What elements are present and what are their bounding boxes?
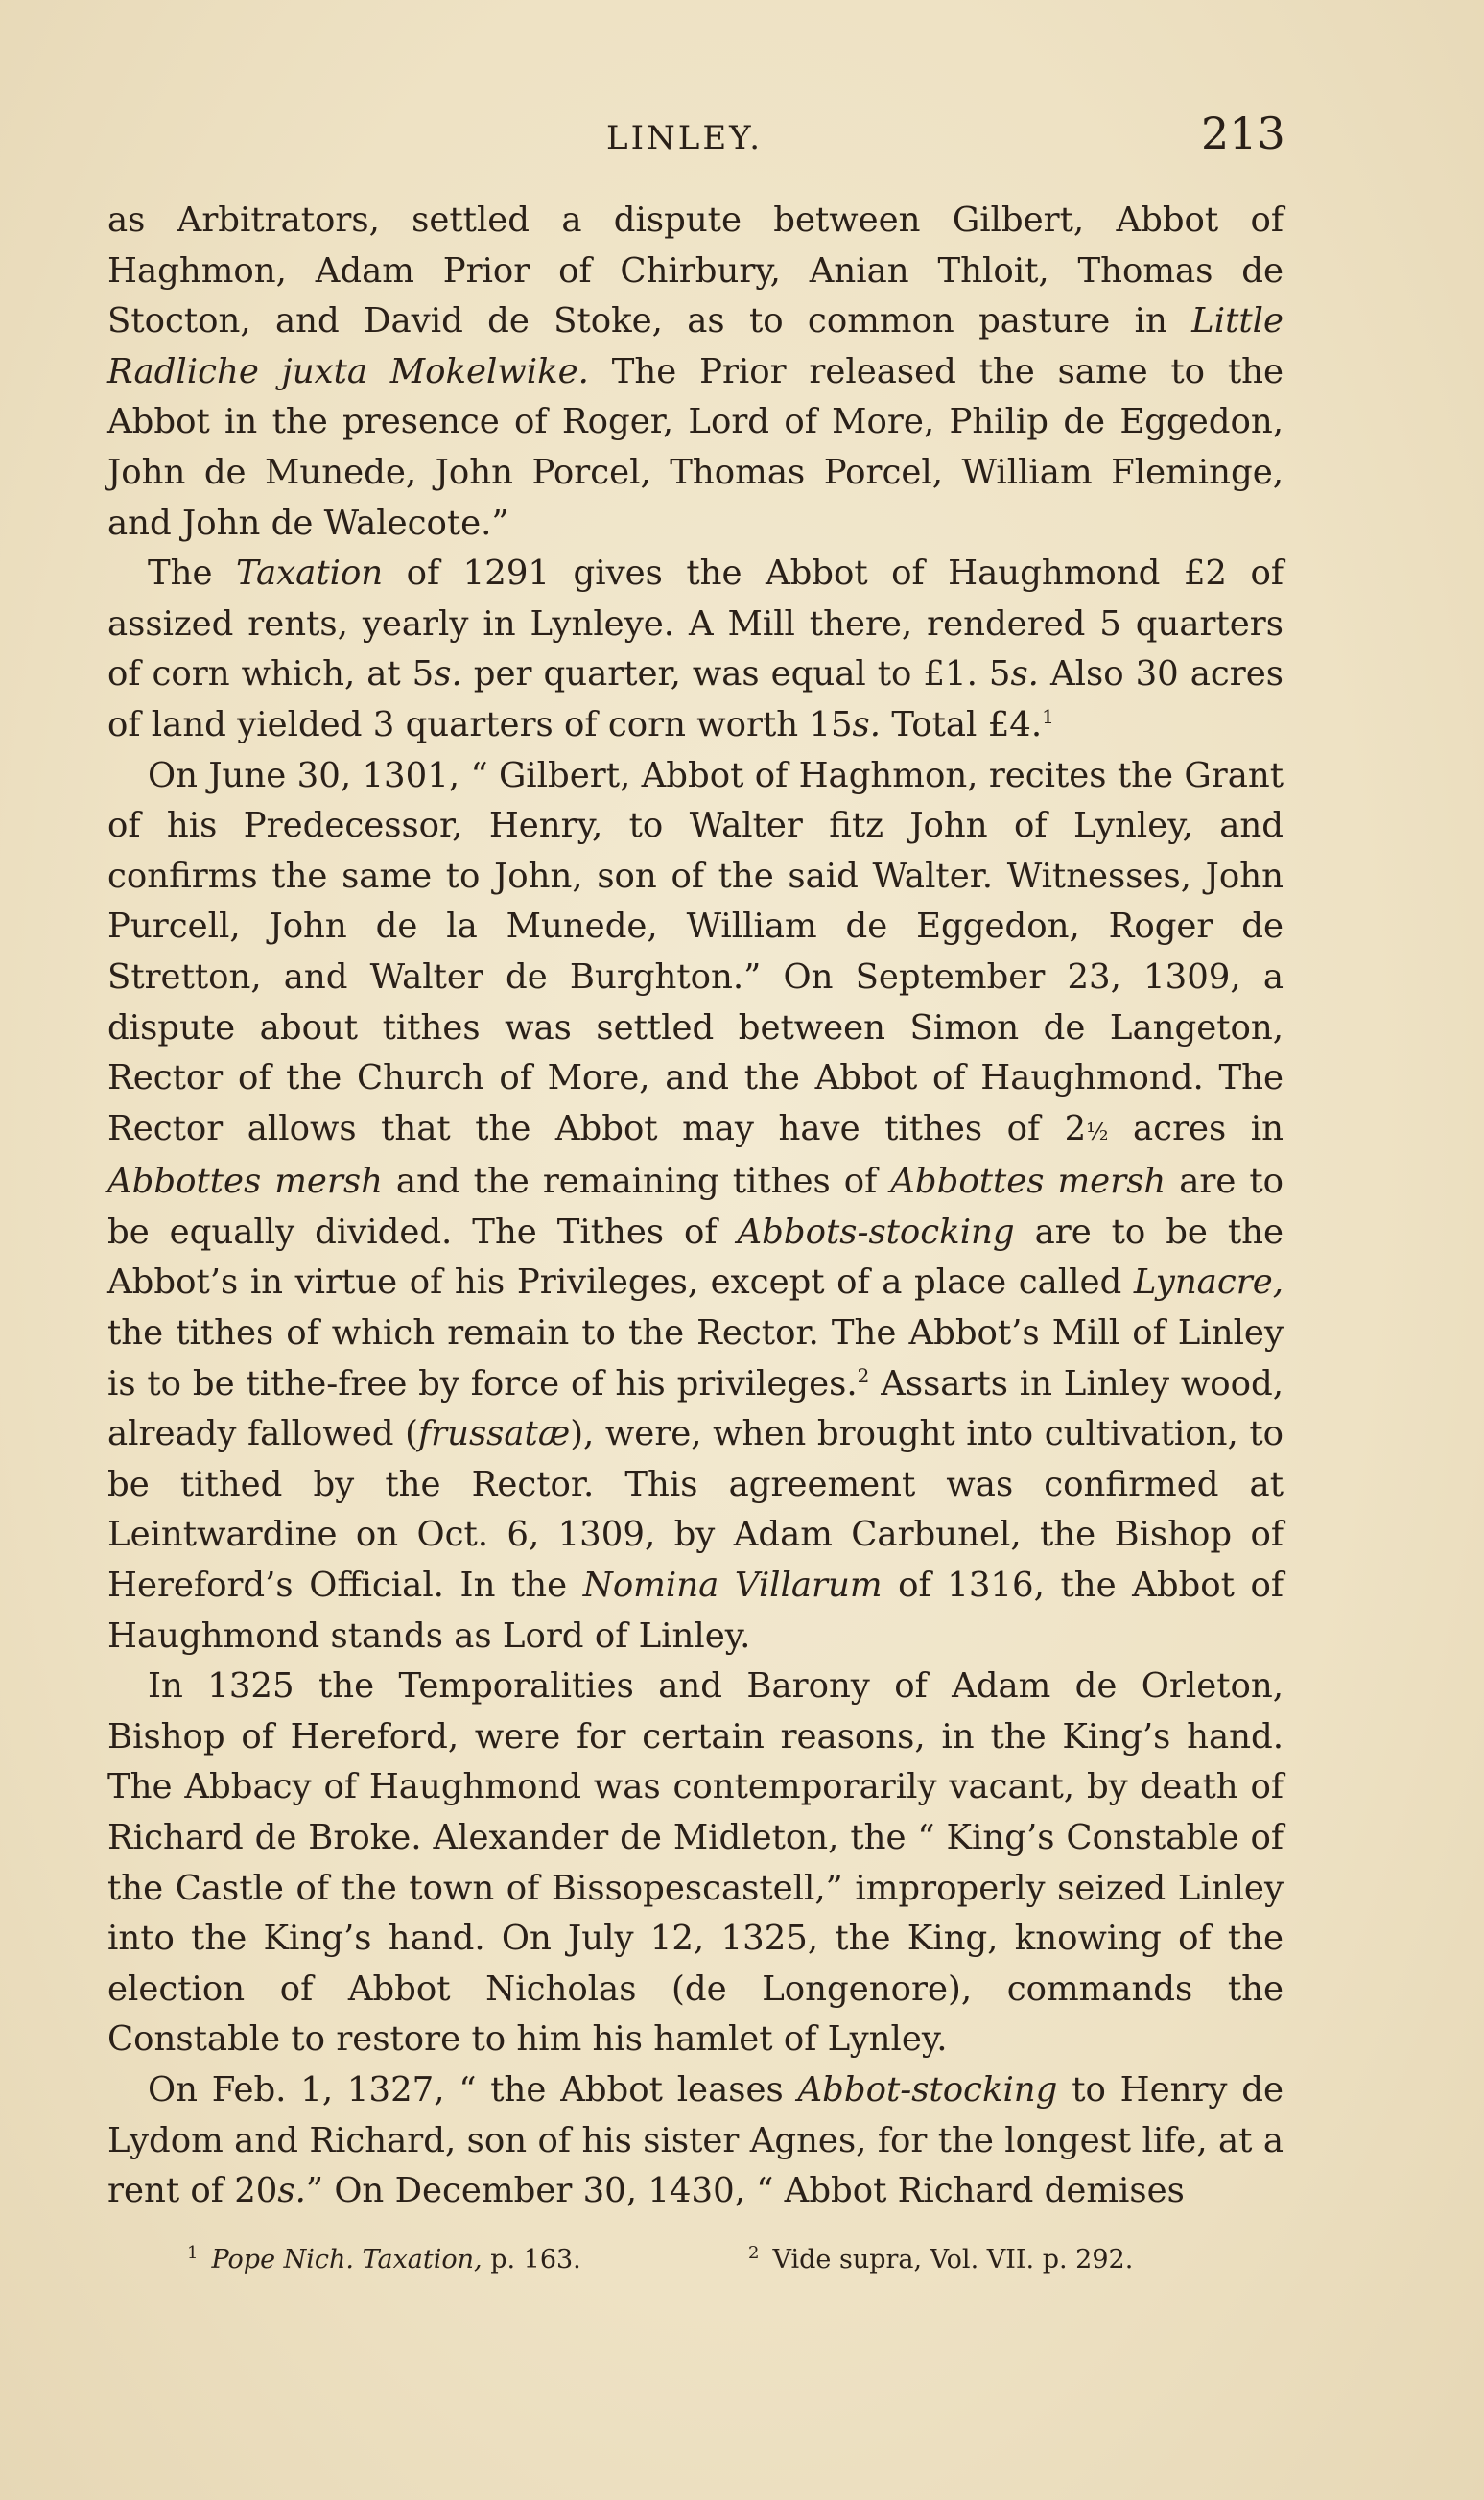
- footnote-1: $^1$ Pope Nich. Taxation, p. 163.: [187, 2243, 581, 2275]
- paragraph-5: On Feb. 1, 1327, “ the Abbot leases Abbot-stocking to Henry de Lydom and Richard, son of his sister Agnes, for the longest life, at a rent of 20s.” On December 30, 1430, “ Abbot Richard demises: [107, 2069, 1284, 2211]
- paragraph-2: The Taxation of 1291 gives the Abbot of Haughmond £2 of assized rents, yearly in Lynleye. A Mill there, rendered 5 quarters of corn which, at 5s. per quarter, was equal to £1. 5s. Also 30 acres of land yielded 3 quarters of corn worth 15s. Total £4.$^1$: [107, 554, 1284, 744]
- running-head: [0, 107, 1484, 165]
- body-text: [107, 196, 1284, 2217]
- paragraph-4: In 1325 the Temporalities and Barony of Adam de Orleton, Bishop of Hereford, were for certain reasons, in the King’s hand. The Abbacy of Haughmond was contemporarily vacant, by death of Richard de Broke. Alexander de Midleton, the “ King’s Constable of the Castle of the town of Bissopescastell,” improperly seized Linley into the King’s hand. On July 12, 1325, the King, knowing of the election of Abbot Nicholas (de Longenore), commands the Constable to restore to him his hamlet of Lynley.: [107, 1666, 1284, 2060]
- paragraph-1: as Arbitrators, settled a dispute between Gilbert, Abbot of Haghmon, Adam Prior of Chirbury, Anian Thloit, Thomas de Stocton, and David de Stoke, as to common pasture in Little Radliche juxta Mokelwike. The Prior released the same to the Abbot in the presence of Roger, Lord of More, Philip de Eggedon, John de Munede, John Porcel, Thomas Porcel, William Fleminge, and John de Walecote.”: [107, 200, 1284, 543]
- footnote-2: $^2$ Vide supra, Vol. VII. p. 292.: [748, 2243, 1134, 2275]
- footnotes: [0, 2243, 1484, 2291]
- footnote-ref-2: 2: [857, 1363, 870, 1387]
- page-number: 213: [1201, 107, 1285, 159]
- running-title: LINLEY.: [606, 119, 764, 157]
- paragraph-3: On June 30, 1301, “ Gilbert, Abbot of Haghmon, recites the Grant of his Predecessor, Henry, to Walter fitz John of Lynley, and confirms the same to John, son of the said Walter. Witnesses, John Purcell, John de la Munede, William de Eggedon, Roger de Stretton, and Walter de Burghton.” On September 23, 1309, a dispute about tithes was settled between Simon de Langeton, Rector of the Church of More, and the Abbot of Haughmond. The Rector allows that the Abbot may have tithes of 2½ acres in Abbottes mersh and the remaining tithes of Abbottes mersh are to be equally divided. The Tithes of Abbots-stocking are to be the Abbot’s in virtue of his Privileges, except of a place called Lynacre, the tithes of which remain to the Rector. The Abbot’s Mill of Linley is to be tithe-free by force of his privileges.$^2$ Assarts in Linley wood, already fallowed (frussatæ), were, when brought into cultivation, to be tithed by the Rector. This agreement was confirmed at Leintwardine on Oct. 6, 1309, by Adam Carbunel, the Bishop of Hereford’s Official. In the Nomina Villarum of 1316, the Abbot of Haughmond stands as Lord of Linley.: [107, 755, 1284, 1656]
- footnote-ref-1: 1: [1042, 705, 1054, 729]
